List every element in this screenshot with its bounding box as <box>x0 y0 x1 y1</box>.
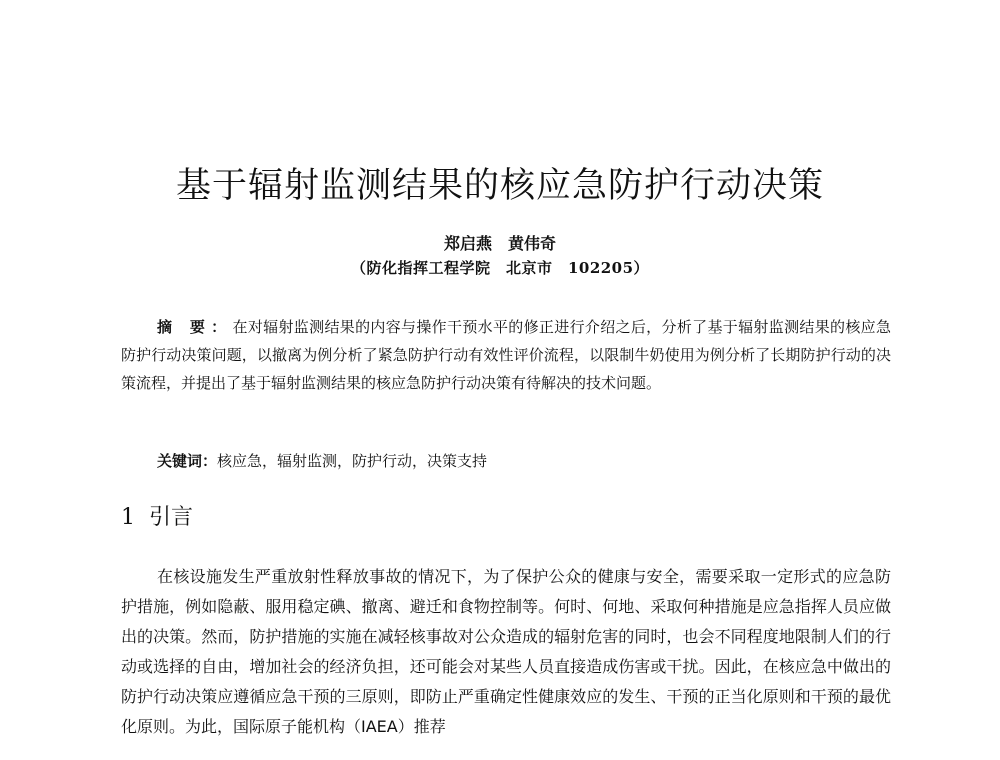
abstract-text: 在对辐射监测结果的内容与操作干预水平的修正进行介绍之后，分析了基于辐射监测结果的核应急防护行动决策问题，以撤离为例分析了紧急防护行动有效性评价流程，以限制牛奶使用为例分析了长期防护行动的决策流程，并提出了基于辐射监测结果的核应急防护行动决策有待解决的技术问题。 <box>121 318 891 392</box>
abstract-paragraph <box>121 313 891 397</box>
paper-title: 基于辐射监测结果的核应急防护行动决策 <box>175 166 824 206</box>
section-title: 引言 <box>149 505 194 530</box>
body-paragraph: 在核设施发生严重放射性释放事故的情况下，为了保护公众的健康与安全，需要采取一定形式的应急防护措施，例如隐蔽、服用稳定碘、撤离、避迁和食物控制等。何时、何地、采取何种措施是应急指挥人员应做出的决策。然而，防护措施的实施在减轻核事故对公众造成的辐射危害的同时，也会不同程度地限制人们的行动或选择的自由，增加社会的经济负担，还可能会对某些人员直接造成伤害或干扰。因此，在核应急中做出的防护行动决策应遵循应急干预的三原则，即防止严重确定性健康效应的发生、干预的正当化原则和干预的最优化原则。为此，国际原子能机构（IAEA）推荐 <box>121 567 891 736</box>
section-number: 1 <box>121 505 135 530</box>
keywords-label: 关键词： <box>157 452 218 470</box>
keywords-line <box>157 450 487 471</box>
keywords-text: 核应急，辐射监测，防护行动，决策支持 <box>217 452 488 470</box>
abstract-label: 摘 要： <box>157 318 233 336</box>
paper-authors: 郑启燕 黄伟奇 <box>443 234 556 253</box>
section-heading <box>121 500 193 531</box>
paper-affiliation: （防化指挥工程学院 北京市 102205） <box>350 259 650 277</box>
